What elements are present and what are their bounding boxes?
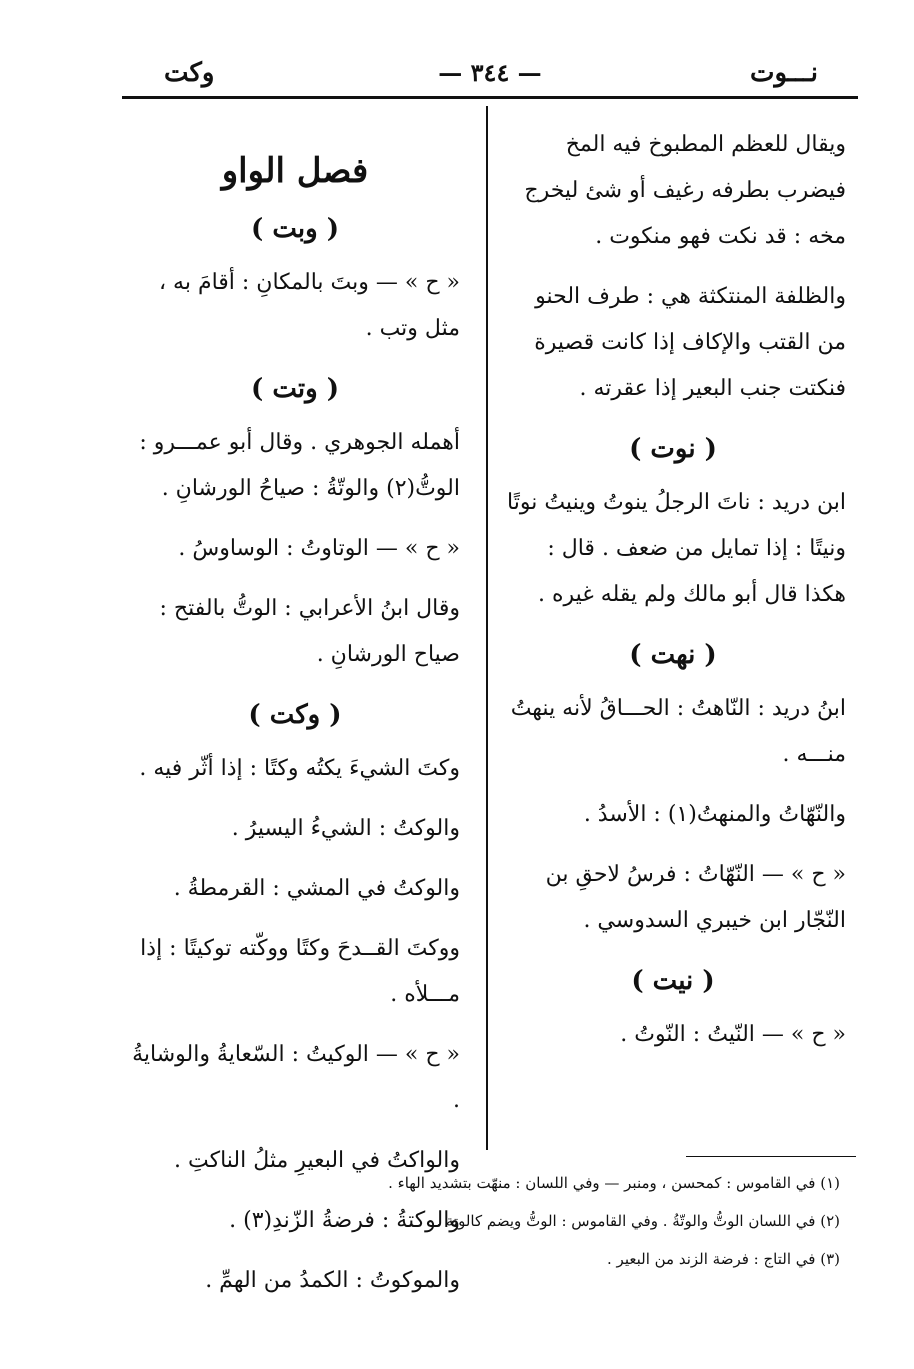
entry-heading: ( نيت ) [631,966,715,996]
entry-paragraph: « ح » — الوكيتُ : السّعايةُ والوشايةُ . [132,1042,460,1113]
entry-heading: ( نهت ) [629,640,717,670]
running-head-right: نـــوت [750,58,818,88]
entry-paragraph: ووكتَ القــدحَ وكتًا ووكّته توكيتًا : إذا مـــلأه . [140,936,460,1007]
entry-paragraph: والواكتُ في البعيرِ مثلُ الناكتِ . [174,1148,460,1173]
column-separator [486,106,488,1150]
entry-heading: ( وبت ) [250,214,340,244]
entry-paragraph: وقال ابنُ الأعرابي : الوتُّ بالفتح : صياح الورشانِ . [159,596,460,667]
entry-paragraph: « ح » — النّهّاتُ : فرسُ لاحقِ بن النّجّار ابن خيبري السدوسي . [545,862,846,933]
entry-paragraph: أهمله الجوهري . وقال أبو عمـــرو : الوتُّ(٢) والوتّةُ : صياحُ الورشانِ . [139,430,460,501]
entry-paragraph: والوكتُ في المشي : القرمطةُ . [173,876,460,901]
entry-heading: ( نوت ) [629,434,717,464]
entry-paragraph: ويقال للعظم المطبوخ فيه المخ فيضرب بطرفه رغيف أو شئ ليخرج مخه : قد نكت فهو منكوت . [524,132,846,249]
entry-heading: ( وكت ) [248,700,342,730]
left-column [130,146,460,1318]
entry-paragraph: والظلفة المنتكثة هي : طرف الحنو من القتب والإكاف إذا كانت قصيرة فنكتت جنب البعير إذا عقرته . [534,284,846,401]
footnote-rule [686,1156,856,1157]
entry-paragraph: « ح » — وبتَ بالمكانِ : أقامَ به ، مثل وتب . [158,270,460,341]
right-column [500,122,846,1072]
entry-paragraph: ابن دريد : ناتَ الرجلُ ينوتُ وينيتُ نوتًا ونيتًا : إذا تمايل من ضعف . قال : هكذا قال أبو مالك ولم يقله غيره . [507,490,846,607]
page-number: — ٣٤٤ — [438,58,542,87]
entry-paragraph: ابنُ دريد : النّاهتُ : الحـــاقُ لأنه ينهتُ منـــه . [510,696,846,767]
entry-paragraph: وكتَ الشيءَ يكتُه وكتًا : إذا أثّر فيه . [139,756,460,781]
entry-paragraph: والوكتُ : الشيءُ اليسيرُ . [231,816,460,841]
footnote: (١) في القاموس : كمحسن ، ومنبر — وفي اللسان : منهّت بتشديد الهاء . [388,1174,840,1192]
entry-paragraph: والنّهّاتُ والمنهتُ(١) : الأسدُ . [583,802,846,827]
running-head-left: وكت [164,58,215,88]
footnote: (٢) في اللسان الوتُّ والوتّةُ . وفي القاموس : الوتُّ ويضم كالوتة . [436,1212,840,1230]
entry-paragraph: « ح » — النّيتُ : النّوتُ . [620,1022,846,1047]
header-rule [122,96,858,99]
entry-paragraph: والموكوتُ : الكمدُ من الهمِّ . [205,1268,460,1293]
page-header [122,52,858,94]
footnote: (٣) في التاج : فرضة الزند من البعير . [607,1250,840,1268]
section-title: فصل الواو [221,151,369,191]
entry-paragraph: « ح » — الوتاوتُ : الوساوسُ . [178,536,460,561]
entry-paragraph: والوكتةُ : فرضةُ الزّندِ(٣) . [229,1208,460,1233]
entry-heading: ( وتت ) [250,374,340,404]
footnotes [300,1164,840,1278]
